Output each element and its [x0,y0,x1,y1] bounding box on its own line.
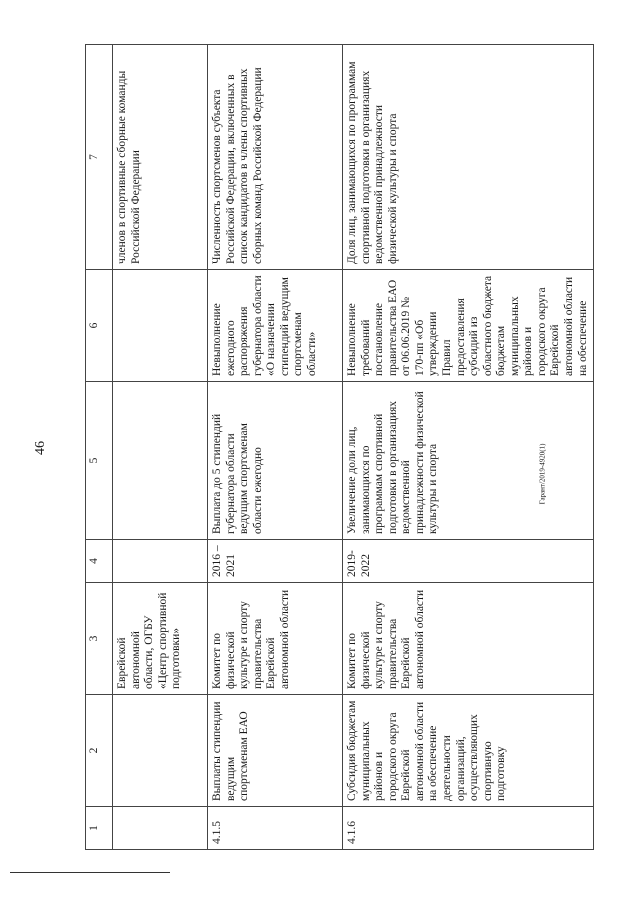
table-row [208,45,343,850]
col-header-3: 3 [86,583,113,695]
program-table [85,44,594,850]
col-header-7: 7 [86,45,113,270]
cell-result [113,382,208,540]
page-number: 46 [33,441,48,455]
cell-consequence [113,270,208,382]
col-header-5: 5 [86,382,113,540]
bottom-rule [10,872,170,873]
table-row [343,45,594,850]
cell-period: 2019-2022 [343,540,594,583]
cell-executor: Комитет по физической культуре и спорту правительства Еврейской автономной области [343,583,594,695]
cell-indicator: Численность спортсменов субъекта Российской Федерации, включенных в список кандидатов в члены спортивных сборных команд Российской Федерации [208,45,343,270]
cell-indicator: Доля лиц, занимающихся по программам спортивной подготовки в организациях ведомственной принадлежности физической культуры и спорта [343,45,594,270]
table-row [113,45,208,850]
cell-name: Выплаты стипендии ведущим спортсменам ЕАО [208,695,343,807]
cell-name: Субсидия бюджетам муниципальных районов и городского округа Еврейской автономной области на обеспечение деятельности организаций, осуществляющих спортивную подготовку [343,695,594,807]
cell-name [113,695,208,807]
cell-period [113,540,208,583]
col-header-6: 6 [86,270,113,382]
col-header-1: 1 [86,807,113,850]
cell-num [113,807,208,850]
header-row [86,45,113,850]
cell-period: 2016 – 2021 [208,540,343,583]
cell-consequence: Невыполнение ежегодного распоряжения губернатора области «О назначении стипендий ведущим спортсменам области» [208,270,343,382]
cell-num: 4.1.6 [343,807,594,850]
cell-executor: Еврейской автономной области, ОГБУ «Центр спортивной подготовки» [113,583,208,695]
rotated-table-container [85,45,589,850]
col-header-2: 2 [86,695,113,807]
col-header-4: 4 [86,540,113,583]
document-code: Гарант/2019-4920(1) [538,443,547,505]
cell-executor: Комитет по физической культуре и спорту правительства Еврейской автономной области [208,583,343,695]
cell-indicator: членов в спортивные сборные команды Российской Федерации [113,45,208,270]
cell-result: Выплата до 5 стипендий губернатора области ведущим спортсменам области ежегодно [208,382,343,540]
cell-consequence: Невыполнение требований постановление правительства ЕАО от 06.06.2019 № 170-пп «Об утверждении Правил предоставления субсидий из областного бюджета бюджетам муниципальных районов и городского округа Еврейской автономной области на обеспечение [343,270,594,382]
cell-num: 4.1.5 [208,807,343,850]
cell-result: Увеличение доли лиц, занимающихся по программам спортивной подготовки в организациях ведомственной принадлежности физической культуры и спорта [343,382,594,540]
